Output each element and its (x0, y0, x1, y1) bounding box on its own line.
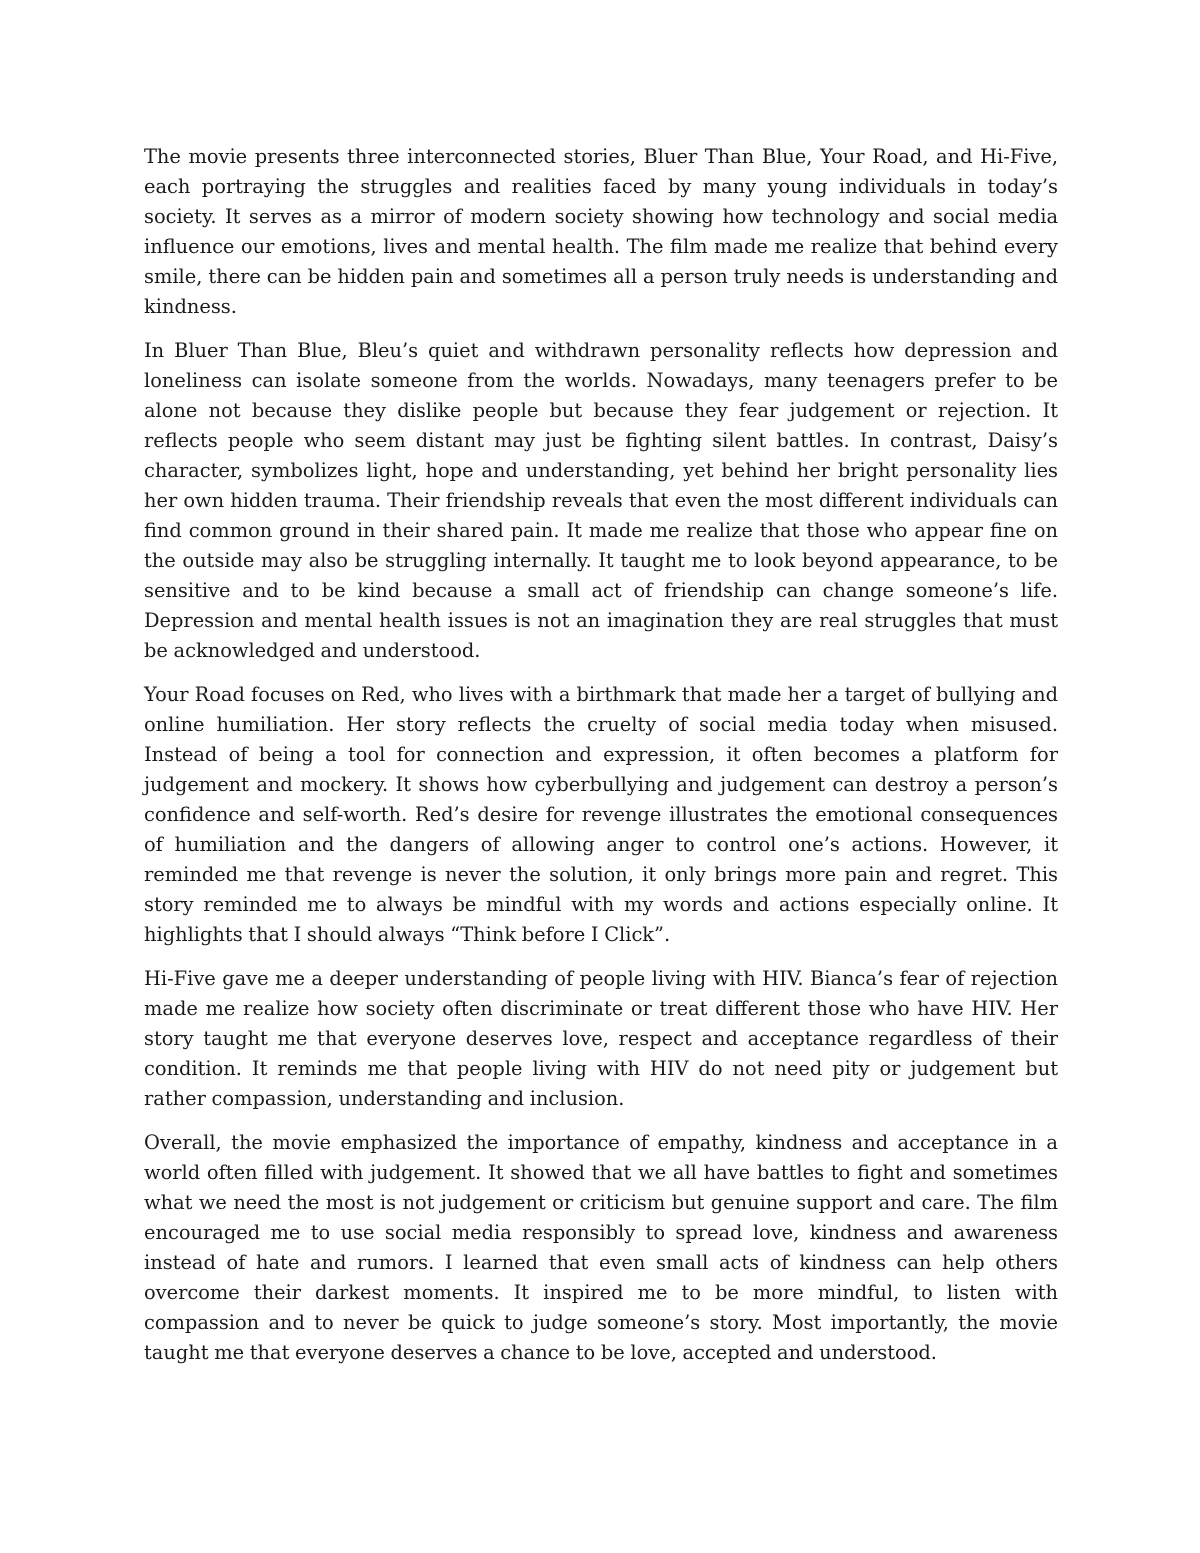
paragraph-intro: The movie presents three interconnected stories, Bluer Than Blue, Your Road, and Hi-Five, each portraying the struggles and realities faced by many young individuals in today’s society. It serves as a mirror of modern society showing how technology and social media influence our emotions, lives and mental health. The film made me realize that behind every smile, there can be hidden pain and sometimes all a person truly needs is understanding and kindness. (144, 145, 1058, 318)
document-body (144, 142, 1058, 1382)
paragraph-bluer-than-blue: In Bluer Than Blue, Bleu’s quiet and withdrawn personality reflects how depression and loneliness can isolate someone from the worlds. Nowadays, many teenagers prefer to be alone not because they dislike people but because they fear judgement or rejection. It reflects people who seem distant may just be fighting silent battles. In contrast, Daisy’s character, symbolizes light, hope and understanding, yet behind her bright personality lies her own hidden trauma. Their friendship reveals that even the most different individuals can find common ground in their shared pain. It made me realize that those who appear fine on the outside may also be struggling internally. It taught me to look beyond appearance, to be sensitive and to be kind because a small act of friendship can change someone’s life. Depression and mental health issues is not an imagination they are real struggles that must be acknowledged and understood. (144, 339, 1058, 662)
paragraph-hi-five: Hi-Five gave me a deeper understanding of people living with HIV. Bianca’s fear of rejection made me realize how society often discriminate or treat different those who have HIV. Her story taught me that everyone deserves love, respect and acceptance regardless of their condition. It reminds me that people living with HIV do not need pity or judgement but rather compassion, understanding and inclusion. (144, 967, 1058, 1110)
paragraph-conclusion: Overall, the movie emphasized the importance of empathy, kindness and acceptance in a world often filled with judgement. It showed that we all have battles to fight and sometimes what we need the most is not judgement or criticism but genuine support and care. The film encouraged me to use social media responsibly to spread love, kindness and awareness instead of hate and rumors. I learned that even small acts of kindness can help others overcome their darkest moments. It inspired me to be more mindful, to listen with compassion and to never be quick to judge someone’s story. Most importantly, the movie taught me that everyone deserves a chance to be love, accepted and understood. (144, 1131, 1058, 1364)
paragraph-your-road: Your Road focuses on Red, who lives with a birthmark that made her a target of bullying and online humiliation. Her story reflects the cruelty of social media today when misused. Instead of being a tool for connection and expression, it often becomes a platform for judgement and mockery. It shows how cyberbullying and judgement can destroy a person’s confidence and self-worth. Red’s desire for revenge illustrates the emotional consequences of humiliation and the dangers of allowing anger to control one’s actions. However, it reminded me that revenge is never the solution, it only brings more pain and regret. This story reminded me to always be mindful with my words and actions especially online. It highlights that I should always “Think before I Click”. (144, 683, 1058, 946)
